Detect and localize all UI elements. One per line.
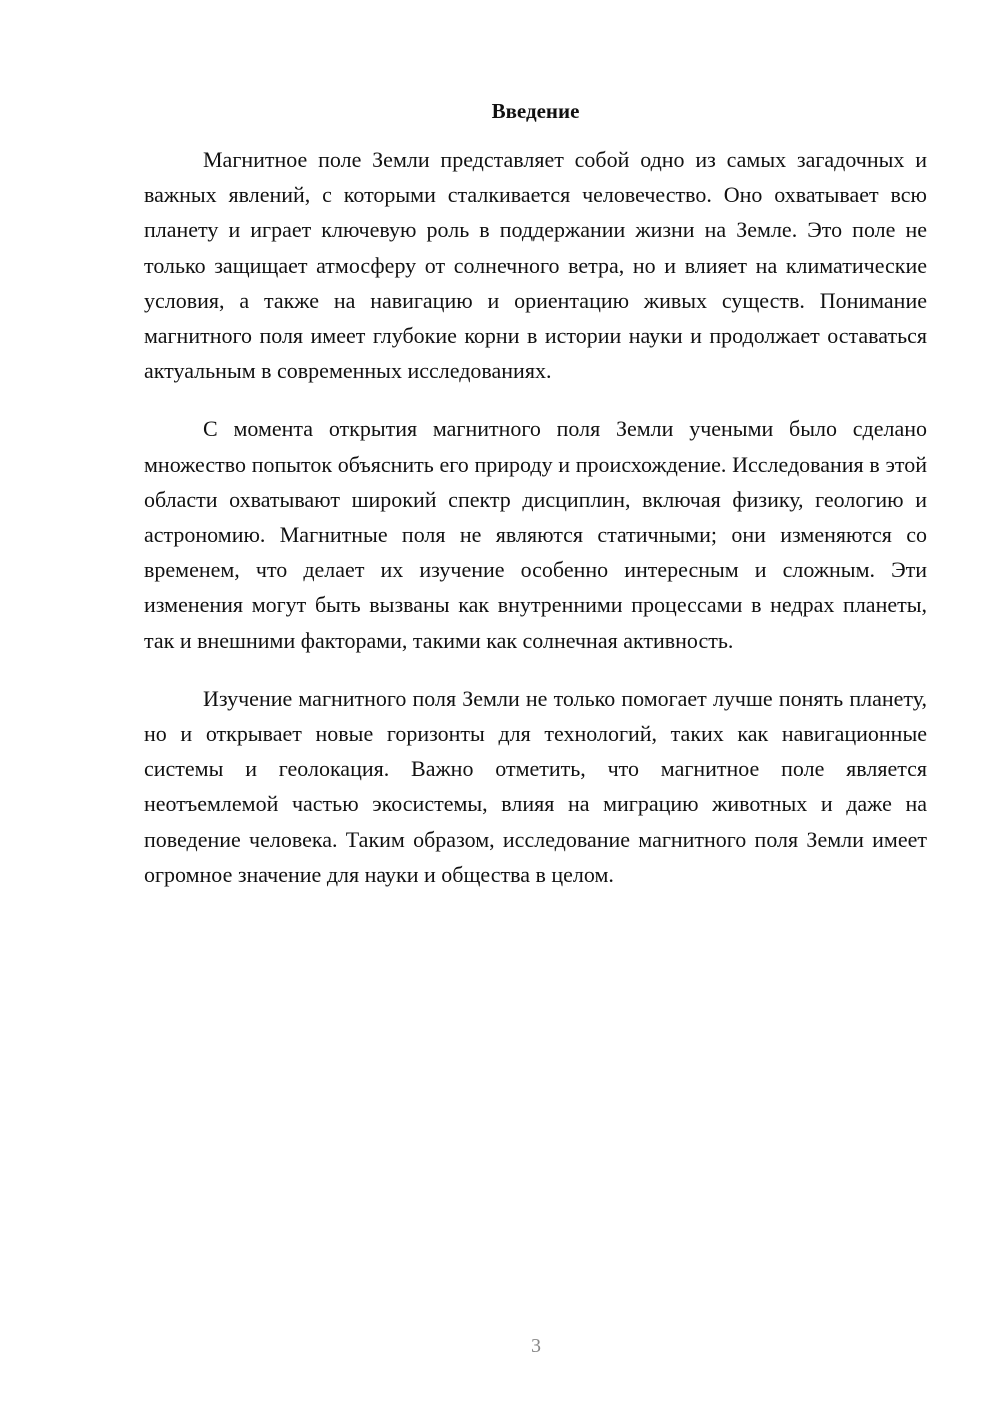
paragraph-3: Изучение магнитного поля Земли не только помогает лучше понять планету, но и открывает новые горизонты для технологий, таких как навигационные системы и геолокация. Важно отметить, что магнитное поле является неотъемлемой частью экосистемы, влияя на миграцию животных и даже на поведение человека. Таким образом, исследование магнитного поля Земли имеет огромное значение для науки и общества в целом. <box>144 685 927 887</box>
paragraph-2: С момента открытия магнитного поля Земли учеными было сделано множество попыток объяснить его природу и происхождение. Исследования в этой области охватывают широкий спектр дисциплин, включая физику, геологию и астрономию. Магнитные поля не являются статичными; они изменяются со временем, что делает их изучение особенно интересным и сложным. Эти изменения могут быть вызваны как внутренними процессами в недрах планеты, так и внешними факторами, такими как солнечная активность. <box>144 416 927 653</box>
paragraph-1: Магнитное поле Земли представляет собой одно из самых загадочных и важных явлений, с которыми сталкивается человечество. Оно охватывает всю планету и играет ключевую роль в поддержании жизни на Земле. Это поле не только защищает атмосферу от солнечного ветра, но и влияет на климатические условия, а также на навигацию и ориентацию живых существ. Понимание магнитного поля имеет глубокие корни в истории науки и продолжает оставаться актуальным в современных исследованиях. <box>144 147 927 384</box>
page-number: 3 <box>531 1335 541 1357</box>
document-body <box>144 142 927 915</box>
section-heading: Введение <box>491 99 580 123</box>
